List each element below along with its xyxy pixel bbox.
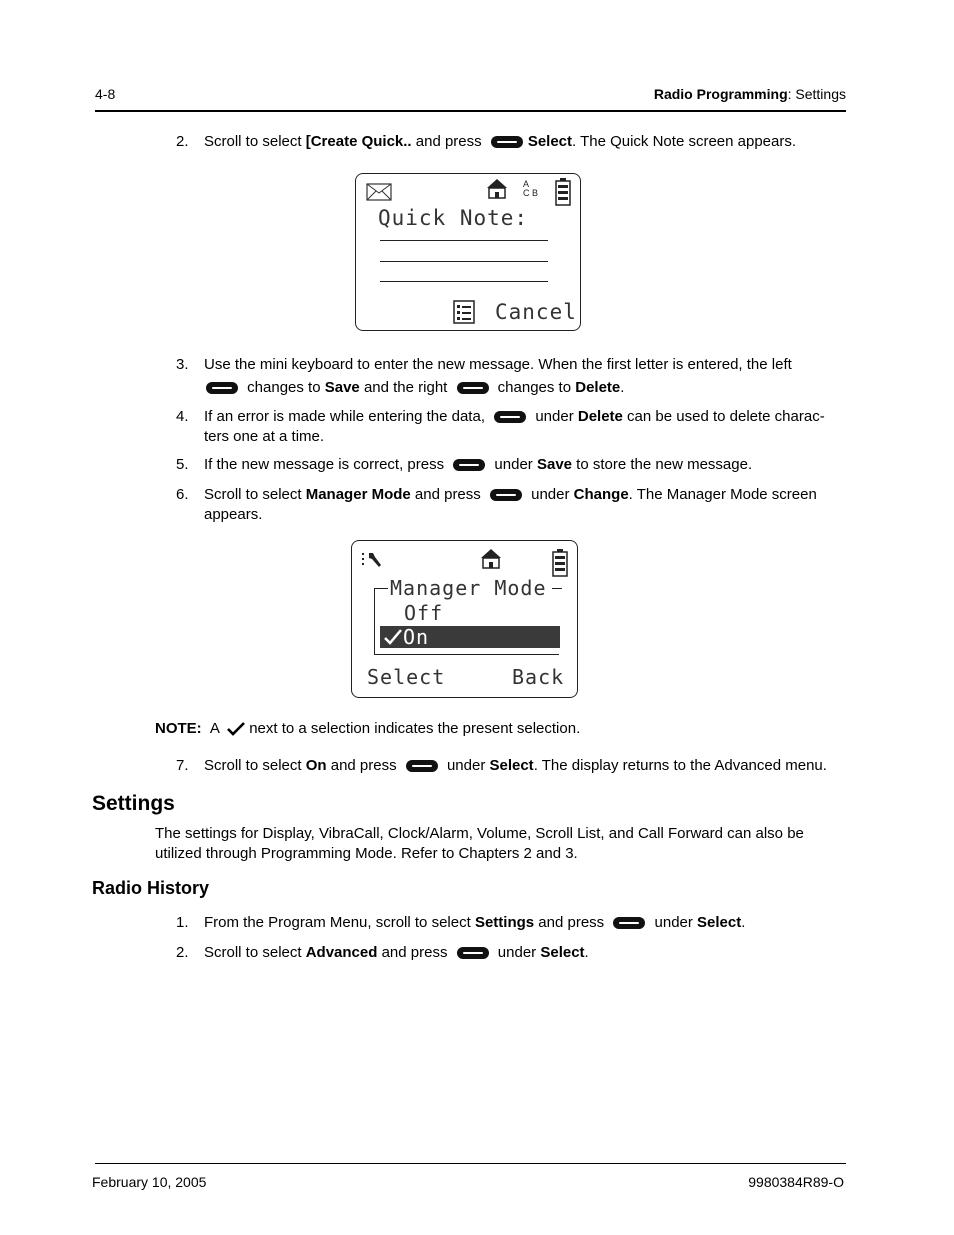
quick-note-screen	[355, 173, 581, 331]
step-text: .	[584, 944, 589, 961]
page-number: 4-8	[95, 86, 116, 102]
step-text: If an error is made while entering the data,	[204, 408, 490, 425]
step-6-manager-mode	[176, 485, 846, 525]
frame-line	[552, 588, 562, 589]
softkey-icon	[206, 382, 238, 394]
checkmark-icon	[384, 629, 402, 645]
frame-line	[374, 588, 388, 589]
entry-line	[380, 261, 548, 262]
option-on-label: On	[403, 625, 430, 649]
footer-date: February 10, 2005	[92, 1174, 207, 1190]
running-header-rest: : Settings	[787, 86, 846, 102]
home-icon	[486, 178, 508, 200]
step-text: changes to	[493, 379, 576, 396]
step-text: Scroll to select	[204, 944, 306, 961]
frame-line	[374, 588, 375, 654]
cancel-softkey-label: Cancel	[495, 300, 577, 324]
step-number: 2.	[176, 133, 189, 150]
note	[155, 719, 580, 739]
envelope-icon	[366, 183, 392, 201]
select-softkey-label[interactable]: Select	[367, 665, 446, 689]
softkey-icon	[457, 947, 489, 959]
running-header-bold: Radio Programming	[653, 86, 788, 102]
softkey-icon	[494, 411, 526, 423]
home-icon	[480, 548, 502, 570]
step-number: 3.	[176, 356, 189, 373]
step-number: 7.	[176, 757, 189, 774]
step-bold-on: On	[305, 757, 327, 774]
step-text: Use the mini keyboard to enter the new message. When the first letter is entered, the left	[204, 356, 792, 373]
step-text: changes to	[243, 379, 325, 396]
back-softkey-label[interactable]: Back	[512, 665, 565, 689]
step-number: 4.	[176, 408, 189, 425]
step-text: to store the new message.	[572, 456, 753, 473]
step-text: .	[620, 379, 625, 396]
step-text: ters one at a time.	[204, 428, 325, 445]
menu-list-icon	[453, 300, 475, 324]
note-text: next to a selection indicates the present selection.	[249, 720, 581, 737]
step-text: under	[526, 486, 574, 503]
step-text: and press	[534, 914, 609, 931]
abc-mode-icon	[523, 180, 538, 198]
step-number: 1.	[176, 914, 189, 931]
step-2-create-quick	[176, 132, 846, 152]
step-7-select-on	[176, 756, 846, 776]
footer-doc-number: 9980384R89-O	[748, 1174, 844, 1190]
footer-rule	[95, 1163, 846, 1164]
radio-history-step-2	[176, 943, 846, 963]
step-text: and the right	[359, 379, 452, 396]
softkey-icon	[490, 489, 522, 501]
radio-history-step-1	[176, 913, 846, 933]
wrench-icon	[361, 550, 383, 568]
step-text: Scroll to select	[204, 486, 306, 503]
note-label: NOTE:	[155, 720, 202, 737]
step-bold-save: Save	[324, 379, 360, 396]
paragraph-line: utilized through Programming Mode. Refer to Chapters 2 and 3.	[155, 845, 578, 862]
step-text: . The Quick Note screen appears.	[572, 133, 797, 150]
step-text: under	[490, 456, 537, 473]
step-bold-create-quick: [Create Quick..	[305, 133, 412, 150]
step-bold-select: Select	[489, 757, 534, 774]
quick-note-title: Quick Note:	[378, 206, 529, 230]
step-text: and press	[377, 944, 452, 961]
softkey-icon	[453, 459, 485, 471]
softkey-icon	[457, 382, 489, 394]
step-text: and press	[326, 757, 401, 774]
step-text: If the new message is correct, press	[204, 456, 449, 473]
step-text: under	[442, 757, 490, 774]
frame-line	[374, 654, 559, 655]
settings-heading: Settings	[92, 792, 175, 815]
step-bold-change: Change	[573, 486, 629, 503]
step-text: can be used to delete charac-	[622, 408, 825, 425]
step-3-mini-keyboard	[176, 355, 846, 398]
step-number: 2.	[176, 944, 189, 961]
step-text: . The Manager Mode screen	[628, 486, 817, 503]
step-5-save	[176, 455, 846, 475]
abc-bottom: C B	[523, 188, 539, 198]
step-text: and press	[411, 133, 486, 150]
paragraph-line: The settings for Display, VibraCall, Clock/Alarm, Volume, Scroll List, and Call Forward can also be	[155, 825, 804, 842]
step-text: appears.	[204, 506, 263, 523]
step-bold-select: Select	[697, 914, 742, 931]
abc-top: A	[523, 179, 530, 189]
step-text: . The display returns to the Advanced menu.	[533, 757, 827, 774]
step-bold-manager-mode: Manager Mode	[305, 486, 411, 503]
entry-line	[380, 240, 548, 241]
step-bold-advanced: Advanced	[305, 944, 378, 961]
step-text: Scroll to select	[204, 133, 306, 150]
manager-mode-screen	[351, 540, 578, 698]
step-text: under	[650, 914, 698, 931]
entry-line	[380, 281, 548, 282]
settings-paragraph	[155, 824, 845, 864]
step-bold-select: Select	[527, 133, 573, 150]
softkey-icon	[613, 917, 645, 929]
step-bold-settings: Settings	[474, 914, 535, 931]
step-text: Scroll to select	[204, 757, 306, 774]
step-bold-save: Save	[536, 456, 573, 473]
step-text: and press	[410, 486, 485, 503]
checkmark-icon	[227, 722, 245, 736]
step-text: under	[531, 408, 578, 425]
step-bold-delete: Delete	[575, 379, 621, 396]
running-header	[654, 86, 846, 102]
step-text: .	[741, 914, 746, 931]
step-number: 5.	[176, 456, 189, 473]
battery-icon	[552, 549, 568, 577]
radio-history-heading: Radio History	[92, 878, 210, 898]
battery-icon	[555, 178, 571, 206]
header-rule	[95, 110, 846, 112]
step-bold-select: Select	[540, 944, 585, 961]
option-on-selected[interactable]	[380, 626, 560, 648]
step-bold-delete: Delete	[577, 408, 623, 425]
softkey-icon	[491, 136, 523, 148]
step-number: 6.	[176, 486, 189, 503]
note-text: A	[209, 720, 220, 737]
step-text: under	[493, 944, 541, 961]
manager-mode-title: Manager Mode	[390, 576, 547, 600]
softkey-icon	[406, 760, 438, 772]
option-off[interactable]: Off	[404, 601, 444, 625]
step-4-delete	[176, 407, 846, 447]
step-text: From the Program Menu, scroll to select	[204, 914, 475, 931]
